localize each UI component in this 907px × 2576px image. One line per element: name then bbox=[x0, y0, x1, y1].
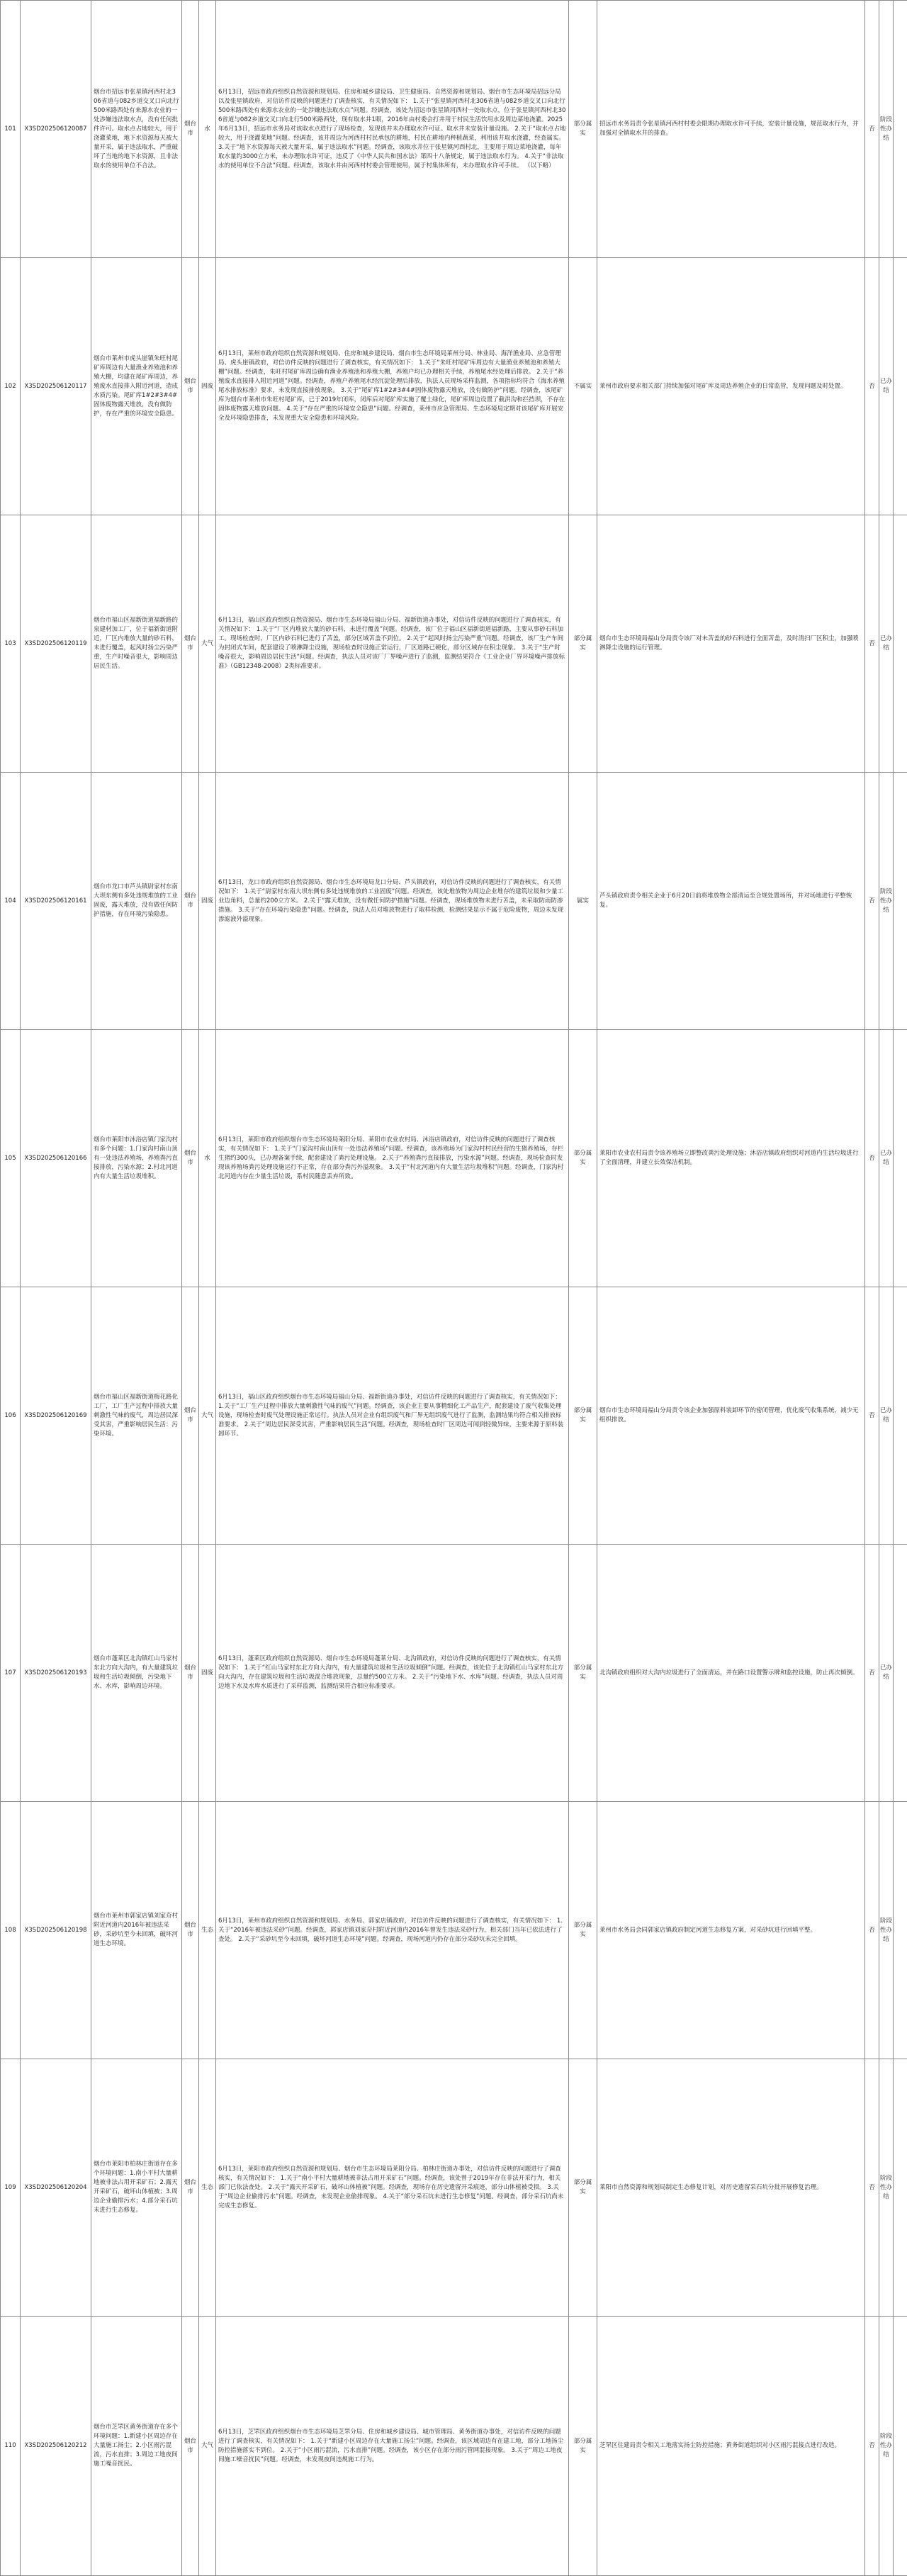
blank-cell bbox=[894, 1287, 907, 1545]
row-code: X3SD202506120161 bbox=[21, 773, 91, 1030]
pollution-type: 生态 bbox=[199, 2059, 216, 2317]
handling-text: 莱州市政府要求相关部门持续加强对尾矿库及周边养殖企业的日常监管，发现问题及时处置。 bbox=[597, 258, 865, 515]
pollution-type: 大气 bbox=[199, 515, 216, 773]
status-cell: 阶段性办结 bbox=[879, 2059, 894, 2317]
location-cell: 烟台市 bbox=[182, 1287, 199, 1545]
table-row bbox=[1, 2317, 907, 2576]
blank-cell bbox=[894, 1, 907, 258]
complaint-text: 烟台市芝罘区黄务街道存在多个环境问题：1.新建小区周边存在大量施工扬尘；2.小区雨污混流，污水直排；3.周边工地夜间施工噪音扰民。 bbox=[91, 2317, 182, 2576]
pollution-type: 固废 bbox=[199, 773, 216, 1030]
blank-cell bbox=[894, 1030, 907, 1287]
investigation-text: 6月13日，莱州市政府组织自然资源和规划局、水务局、郭家店镇政府，对信访件反映的问题进行了调查核实，有关情况如下： 1.关于“2016年被违法采砂”问题。经调查，郭家店镇刘家夼村附近河道内2016年曾发生违法采砂行为，相关部门当年已依法进行了查处。 2.关于“采砂坑至今未回填，破坏河道生态环境”问题。经调查，现场河道内仍存在部分采砂坑未完全回填。 bbox=[216, 1802, 569, 2059]
verification-result: 部分属实 bbox=[569, 1545, 597, 1802]
pollution-type: 固废 bbox=[199, 1545, 216, 1802]
pollution-type: 大气 bbox=[199, 1287, 216, 1545]
location-cell: 烟台市 bbox=[182, 258, 199, 515]
status-cell: 已办结 bbox=[879, 1030, 894, 1287]
location-cell: 烟台市 bbox=[182, 1802, 199, 2059]
verification-result: 部分属实 bbox=[569, 1287, 597, 1545]
investigation-text: 6月13日，招远市政府组织自然资源和规划局、住房和城乡建设局、卫生健康局、自然资源和规划局、烟台市生态环境局招远分局以及张星镇政府，对信访件反映的问题进行了调查核实，有关情况如下： 1.关于“张星镇河西村北306省道与082乡道交叉口向北行500米路西处有来源水农业的一处涉嫌违法取水点”问题。经调查，该处为招远市张星镇河西村一处取水点，位于张星镇河西村北306省道与082乡道交叉口向北行500米路西处，现有取水井1眼，2016年由村委会打井用于村民生活饮用水及周边菜地浇灌。2025年6月13日，招远市水务局对该取水点进行了现场检查，发现该井未办理取水许可证。取水井未安装计量设施。 2.关于“取水点占地较大，用于浇灌菜地”问题。经调查，该井周边为河西村村民承包的耕地，村民在耕地内种植蔬菜，利用该井取水浇灌，经查属实。 3.关于“地下水资源每天被大量开采，属于违法取水”问题。经调查，该取水井位于张星镇河西村北，主要用于周边菜地浇灌，每年取水量约3000立方米，未办理取水许可证，违反了《中华人民共和国水法》第四十八条规定，属于违法取水行为。 4.关于“非法取水的使用单位不合法”问题。经调查，该取水井由河西村村委会管理使用，属于村集体所有，未办理取水许可手续。 （以下略） bbox=[216, 1, 569, 258]
location-cell: 烟台市 bbox=[182, 1545, 199, 1802]
verification-result: 部分属实 bbox=[569, 1802, 597, 2059]
pollution-type: 大气 bbox=[199, 2317, 216, 2576]
table-row bbox=[1, 515, 907, 773]
blank-cell bbox=[894, 1545, 907, 1802]
row-number: 110 bbox=[1, 2317, 21, 2576]
row-number: 102 bbox=[1, 258, 21, 515]
complaint-text: 烟台市莱阳市柏林庄街道存在多个环境问题：1.南小平村大量耕地被非法占用开采矿石；2.露天开采矿石，破坏山体植被；3.周边企业偷排污水；4.部分采石坑未进行生态修复。 bbox=[91, 2059, 182, 2317]
investigation-text: 6月13日，龙口市政府组织自然资源局、烟台市生态环境局龙口分局、芦头镇政府，对信访件反映的问题进行了调查核实，有关情况如下： 1.关于“尉家村东南大坝东侧有多处违规堆放的工业固废”问题。经调查，该处堆放物为周边企业堆存的建筑垃圾和少量工业边角料，总量约200立方米。 2.关于“露天堆放，没有做任何防护措施”问题。经调查，现场堆放物未进行苫盖，未采取防雨防渗措施。 3.关于“存在环境污染隐患”问题。经调查，执法人员对堆放物进行了取样检测，检测结果显示不属于危险废物，周边未发现渗滤液外溢现象。 bbox=[216, 773, 569, 1030]
row-code: X3SD202506120119 bbox=[21, 515, 91, 773]
handling-text: 北沟镇政府组织对大沟内垃圾进行了全面清运，并在路口设置警示牌和监控设施，防止再次倾倒。 bbox=[597, 1545, 865, 1802]
handling-text: 芦头镇政府责令相关企业于6月20日前将堆放物全部清运至合规处置场所，并对场地进行平整恢复。 bbox=[597, 773, 865, 1030]
blank-cell bbox=[894, 2059, 907, 2317]
blank-cell bbox=[894, 1802, 907, 2059]
blank-cell bbox=[894, 258, 907, 515]
table-row bbox=[1, 1545, 907, 1802]
handling-text: 莱州市水务局会同郭家店镇政府制定河道生态修复方案，对采砂坑进行回填平整。 bbox=[597, 1802, 865, 2059]
accountability-cell: 否 bbox=[865, 1030, 879, 1287]
investigation-text: 6月13日，莱阳市政府组织自然资源和规划局、烟台市生态环境局莱阳分局、柏林庄街道办事处，对信访件反映的问题进行了调查核实，有关情况如下： 1.关于“南小平村大量耕地被非法占用开采矿石”问题。经调查，该处曾于2019年存在非法开采行为，相关部门已依法查处。 2.关于“露天开采矿石，破坏山体植被”问题。经调查，现场存在历史遗留开采痕迹，部分山体植被受损。 3.关于“周边企业偷排污水”问题。经调查，未发现企业偷排现象。 4.关于“部分采石坑未进行生态修复”问题。经调查，部分采石坑尚未完成生态修复。 bbox=[216, 2059, 569, 2317]
location-cell: 烟台市 bbox=[182, 1030, 199, 1287]
accountability-cell: 否 bbox=[865, 515, 879, 773]
location-cell: 烟台市 bbox=[182, 2317, 199, 2576]
status-cell: 阶段性办结 bbox=[879, 773, 894, 1030]
accountability-cell: 否 bbox=[865, 2317, 879, 2576]
status-cell: 已办结 bbox=[879, 1287, 894, 1545]
row-code: X3SD202506120193 bbox=[21, 1545, 91, 1802]
row-code: X3SD202506120212 bbox=[21, 2317, 91, 2576]
handling-text: 莱阳市自然资源和规划局制定生态修复计划，对历史遗留采石坑分批开展修复治理。 bbox=[597, 2059, 865, 2317]
blank-cell bbox=[894, 773, 907, 1030]
verification-result: 不属实 bbox=[569, 258, 597, 515]
verification-result: 属实 bbox=[569, 773, 597, 1030]
pollution-type: 水 bbox=[199, 1030, 216, 1287]
verification-result: 部分属实 bbox=[569, 2317, 597, 2576]
status-cell: 阶段性办结 bbox=[879, 2317, 894, 2576]
investigation-text: 6月13日，福山区政府组织烟台市生态环境局福山分局、福新街道办事处，对信访件反映的问题进行了调查核实，有关情况如下： 1.关于“工厂生产过程中排放大量刺激性气味的废气”问题。经调查，该企业主要从事精细化工产品生产，配套建设了废气收集处理设施，现场检查时废气处理设施正常运行。执法人员对企业有组织废气和厂界无组织废气进行了监测，监测结果均符合相关排放标准要求。 2.关于“周边居民深受其害，严重影响居民生活”问题。经调查，现场检查时厂区周边可闻到轻微异味，主要来源于原料装卸环节。 bbox=[216, 1287, 569, 1545]
complaint-text: 烟台市龙口市芦头镇尉家村东南大坝东侧有多处违规堆放的工业固废，露天堆放，没有做任何防护措施，存在环境污染隐患。 bbox=[91, 773, 182, 1030]
row-code: X3SD202506120204 bbox=[21, 2059, 91, 2317]
handling-text: 莱阳市农业农村局责令该养殖场立即整改粪污处理设施；沐浴店镇政府组织对河道内生活垃圾进行了全面清理，并建立长效保洁机制。 bbox=[597, 1030, 865, 1287]
status-cell: 已办结 bbox=[879, 1545, 894, 1802]
row-number: 109 bbox=[1, 2059, 21, 2317]
row-number: 103 bbox=[1, 515, 21, 773]
verification-result: 部分属实 bbox=[569, 1030, 597, 1287]
table-body bbox=[1, 1, 907, 2576]
status-cell: 阶段性办结 bbox=[879, 1802, 894, 2059]
location-cell: 烟台市 bbox=[182, 515, 199, 773]
verification-result: 部分属实 bbox=[569, 515, 597, 773]
investigation-text: 6月13日，莱州市政府组织自然资源和规划局、住房和城乡建设局、烟台市生态环境局莱州分局、林业局、海洋渔业局、应急管理局、虎头崖镇政府，对信访件反映的问题进行了调查核实，有关情况如下： 1.关于“朱旺村尾矿库周边有大量渔业养殖池和养殖大棚”问题。经调查，朱旺村尾矿库周边确有渔业养殖池和养殖大棚，养殖户均已办理相关手续，养殖尾水经处理后排放。 2.关于“养殖废水直接排入附近河道”问题。经调查，养殖户养殖尾水经沉淀处理后排放，执法人员现场采样监测，各项指标均符合《海水养殖尾水排放标准》要求，未发现直接排放现象。 3.关于“尾矿库1#2#3#4#固体废物露天堆放，没有做防护”问题。经调查，该尾矿库为烟台市莱州市朱旺村尾矿库，已于2019年闭库，闭库后对尾矿库实施了覆土绿化，尾矿库周边设置了截洪沟和拦挡坝，不存在固体废物露天堆放问题。 4.关于“存在严重的环境安全隐患”问题。经调查，莱州市应急管理局、生态环境局定期对该尾矿库开展安全及环境隐患排查，未发现重大安全隐患和环境风险。 bbox=[216, 258, 569, 515]
table-row bbox=[1, 1287, 907, 1545]
row-code: X3SD202506120166 bbox=[21, 1030, 91, 1287]
complaint-text: 烟台市莱州市虎头崖镇朱旺村尾矿库周边有大量渔业养殖池和养殖大棚，均建在尾矿库周边，养殖废水直接排入附近河道，造成水质污染。尾矿库1#2#3#4#固体废物露天堆放，没有做防护，存在严重的环境安全隐患。 bbox=[91, 258, 182, 515]
table-row bbox=[1, 1030, 907, 1287]
row-number: 108 bbox=[1, 1802, 21, 2059]
row-code: X3SD202506120117 bbox=[21, 258, 91, 515]
complaint-text: 烟台市莱州市郭家店镇刘家夼村附近河道内2016年被违法采砂，采砂坑至今未回填，破坏河道生态环境。 bbox=[91, 1802, 182, 2059]
accountability-cell: 否 bbox=[865, 258, 879, 515]
status-cell: 已办结 bbox=[879, 515, 894, 773]
handling-text: 烟台市生态环境局福山分局责令该企业加强原料装卸环节的密闭管理，优化废气收集系统，减少无组织排放。 bbox=[597, 1287, 865, 1545]
pollution-type: 固废 bbox=[199, 258, 216, 515]
accountability-cell: 否 bbox=[865, 1545, 879, 1802]
accountability-cell: 否 bbox=[865, 1, 879, 258]
row-code: X3SD202506120087 bbox=[21, 1, 91, 258]
accountability-cell: 否 bbox=[865, 773, 879, 1030]
row-number: 107 bbox=[1, 1545, 21, 1802]
row-code: X3SD202506120198 bbox=[21, 1802, 91, 2059]
handling-text: 烟台市生态环境局福山分局责令该厂对未苫盖的砂石料进行全面苫盖，及时清扫厂区积尘，加强喷淋降尘设施的运行管理。 bbox=[597, 515, 865, 773]
location-cell: 烟台市 bbox=[182, 1, 199, 258]
verification-result: 部分属实 bbox=[569, 1, 597, 258]
complaint-text: 烟台市福山区福新街道梅花路化工厂，工厂生产过程中排放大量刺激性气味的废气，周边居民深受其害，严重影响居民生活：污染环境。 bbox=[91, 1287, 182, 1545]
complaint-text: 烟台市招远市张星镇河西村北306省道与082乡道交叉口向北行500米路西处有来源水农业的一处涉嫌违法取水点，没有任何批件许可。取水点占地较大，用于浇灌菜地，地下水资源每天被大量开采，属于违法取水，严重破坏了当地的地下水资源，且非法取水的使用单位不合法。 bbox=[91, 1, 182, 258]
table-row bbox=[1, 2059, 907, 2317]
complaint-text: 烟台市莱阳市沐浴店镇门家沟村有多个问题：1.门家沟村南山顶有一处违法养殖场，养殖粪污直接排放，污染水源；2.村北河道内有大量生活垃圾堆积。 bbox=[91, 1030, 182, 1287]
complaint-text: 烟台市福山区福新街道福新路的泉建材加工厂，位于福新街道附近，厂区内堆放大量的砂石料，未进行覆盖，起风时扬尘污染严重，生产时噪音很大，影响周边居民生活。 bbox=[91, 515, 182, 773]
row-number: 101 bbox=[1, 1, 21, 258]
table-row bbox=[1, 773, 907, 1030]
row-number: 106 bbox=[1, 1287, 21, 1545]
investigation-text: 6月13日，蓬莱区政府组织自然资源局、烟台市生态环境局蓬莱分局、北沟镇政府，对信访件反映的问题进行了调查核实，有关情况如下： 1.关于“红山马家村东北方向大沟内，有大量建筑垃圾和生活垃圾倾倒”问题。经调查，该处位于北沟镇红山马家村东北方向大沟内，存在建筑垃圾和生活垃圾混合堆放现象，总量约500立方米。 2.关于“污染地下水、水库”问题。经调查，执法人员对周边地下水及水库水质进行了采样监测，监测结果符合相应标准要求。 bbox=[216, 1545, 569, 1802]
pollution-type: 生态 bbox=[199, 1802, 216, 2059]
verification-result: 部分属实 bbox=[569, 2059, 597, 2317]
table-row bbox=[1, 1, 907, 258]
row-number: 104 bbox=[1, 773, 21, 1030]
investigation-text: 6月13日，芝罘区政府组织烟台市生态环境局芝罘分局、住房和城乡建设局、城市管理局、黄务街道办事处，对信访件反映的问题进行了调查核实，有关情况如下： 1.关于“新建小区周边存在大量施工扬尘”问题。经调查，该区域周边有在建工地，部分工地扬尘防控措施落实不到位。 2.关于“小区雨污混流，污水直排”问题。经调查，该小区存在部分雨污管网混接现象。 3.关于“周边工地夜间施工噪音扰民”问题。经调查，未发现夜间违规施工行为。 bbox=[216, 2317, 569, 2576]
accountability-cell: 否 bbox=[865, 2059, 879, 2317]
location-cell: 烟台市 bbox=[182, 2059, 199, 2317]
pollution-type: 水 bbox=[199, 1, 216, 258]
accountability-cell: 否 bbox=[865, 1802, 879, 2059]
table-row bbox=[1, 1802, 907, 2059]
row-code: X3SD202506120169 bbox=[21, 1287, 91, 1545]
status-cell: 阶段性办结 bbox=[879, 1, 894, 258]
investigation-text: 6月13日，莱阳市政府组织烟台市生态环境局莱阳分局、莱阳市农业农村局、沐浴店镇政府，对信访件反映的问题进行了调查核实，有关情况如下： 1.关于“门家沟村南山顶有一处违法养殖场”问题。经调查，该养殖场为门家沟村村民经营的生猪养殖场，存栏生猪约300头，已办理备案手续，配套建设了粪污处理设施。 2.关于“养殖粪污直接排放，污染水源”问题。经调查，现场检查时发现该养殖场粪污处理设施运行不正常，存在部分粪污外溢现象。 3.关于“村北河道内有大量生活垃圾堆积”问题。经调查，门家沟村北河道内存在少量生活垃圾，系村民随意丢弃所致。 bbox=[216, 1030, 569, 1287]
handling-text: 芝罘区住建局责令相关工地落实扬尘防控措施；黄务街道组织对小区雨污混接点进行改造。 bbox=[597, 2317, 865, 2576]
handling-text: 招远市水务局责令张星镇河西村村委会限期办理取水许可手续，安装计量设施，规范取水行为，并加强对全镇取水井的排查。 bbox=[597, 1, 865, 258]
table-row bbox=[1, 258, 907, 515]
investigation-text: 6月13日，福山区政府组织自然资源局、烟台市生态环境局福山分局、福新街道办事处，对信访件反映的问题进行了调查核实，有关情况如下： 1.关于“厂区内堆放大量的砂石料，未进行覆盖”问题。经调查，该厂位于福山区福新街道福新路，主要从事砂石料加工。现场检查时，厂区内砂石料已进行了苫盖，部分区域苫盖不到位。 2.关于“起风时扬尘污染严重”问题。经调查，该厂生产车间为封闭式车间，配套建设了喷淋降尘设施，现场检查时设施正常运行，厂区道路已硬化，部分区域存在积尘现象。 3.关于“生产时噪音很大，影响周边居民生活”问题。经调查，执法人员对该厂厂界噪声进行了监测，监测结果符合《工业企业厂界环境噪声排放标准》（GB12348-2008）2类标准要求。 bbox=[216, 515, 569, 773]
location-cell: 烟台市 bbox=[182, 773, 199, 1030]
accountability-cell: 否 bbox=[865, 1287, 879, 1545]
status-cell: 已办结 bbox=[879, 258, 894, 515]
blank-cell bbox=[894, 515, 907, 773]
complaint-text: 烟台市蓬莱区北沟镇红山马家村东北方向大沟内，有大量建筑垃圾和生活垃圾倾倒，污染地下水、水库，影响周边环境。 bbox=[91, 1545, 182, 1802]
blank-cell bbox=[894, 2317, 907, 2576]
row-number: 105 bbox=[1, 1030, 21, 1287]
